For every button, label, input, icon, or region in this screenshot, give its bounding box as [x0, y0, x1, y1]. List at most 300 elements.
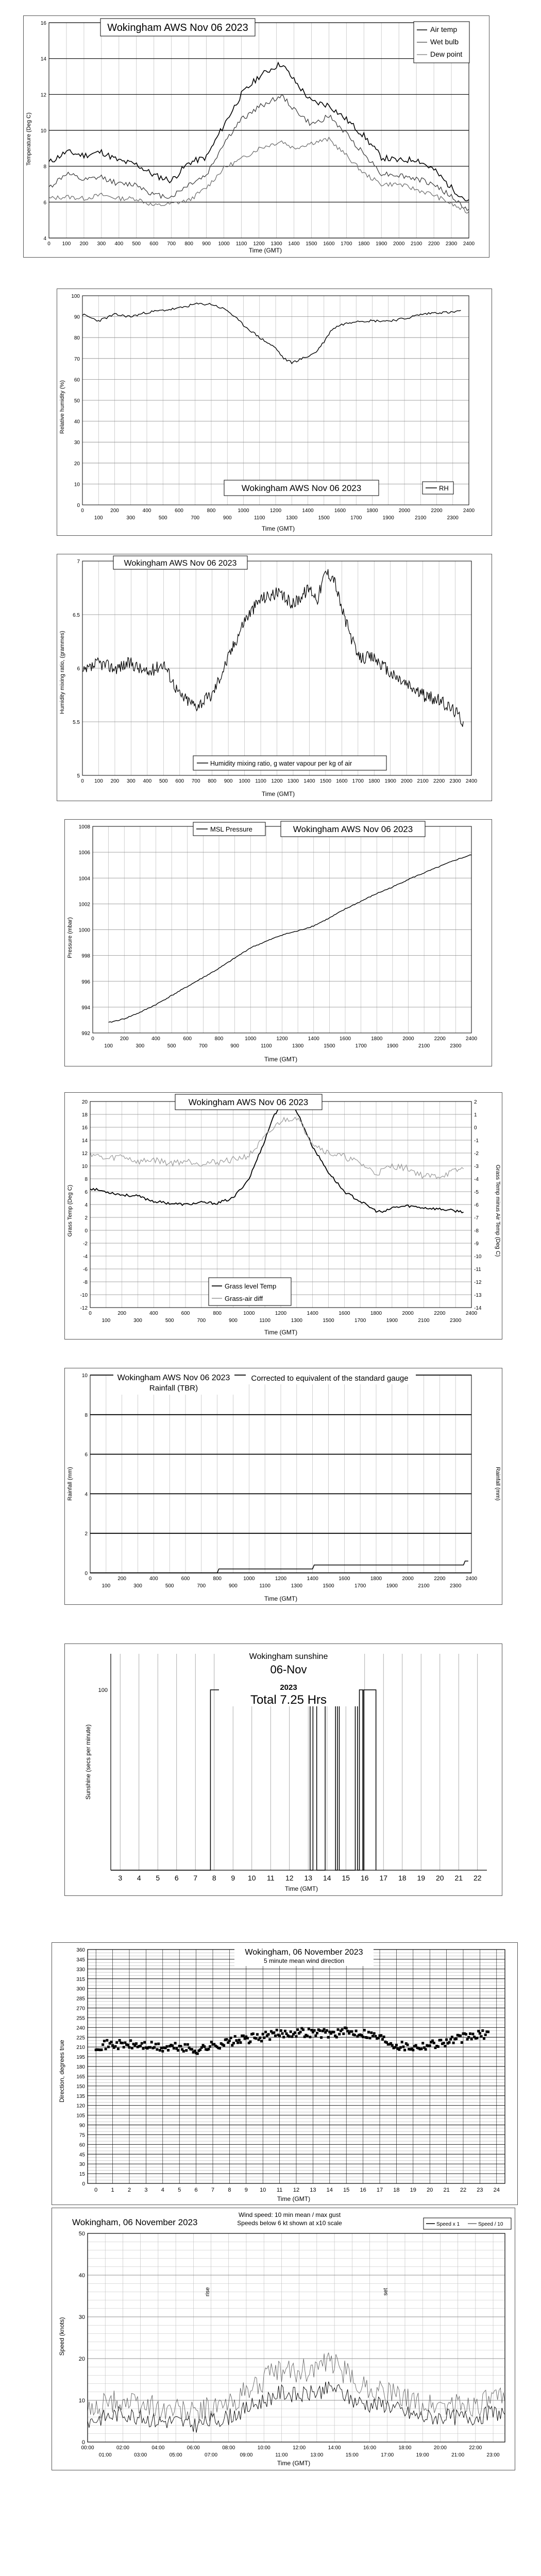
- x-tick-label: 2300: [445, 241, 458, 247]
- x-tick-label: 2300: [447, 515, 459, 521]
- direction-point: [282, 2036, 285, 2038]
- y-axis-label: Rainfall (mm): [67, 1467, 73, 1501]
- y-tick-label: 255: [76, 2015, 85, 2022]
- direction-point: [171, 2044, 174, 2047]
- direction-point: [487, 2030, 489, 2033]
- x-tick-label: 800: [207, 508, 216, 514]
- y-tick-label: 50: [74, 398, 80, 404]
- direction-point: [481, 2029, 484, 2032]
- x-tick-label: 800: [214, 1036, 224, 1042]
- direction-point: [143, 2041, 146, 2044]
- y-tick-label: 75: [79, 2132, 85, 2139]
- x-tick-label: 1300: [292, 1043, 304, 1049]
- chart-subtitle: 5 minute mean wind direction: [263, 1957, 345, 1964]
- x-tick-label: 500: [132, 241, 141, 247]
- x-tick-label: 20: [427, 2187, 433, 2193]
- x-tick-label: 2200: [431, 508, 443, 514]
- legend-grass-temp: Grass level Temp: [225, 1282, 277, 1290]
- x-tick-label: 11: [266, 1874, 275, 1882]
- direction-point: [362, 2036, 364, 2038]
- y-tick-label: -8: [83, 1280, 88, 1285]
- x-tick-label: 1: [111, 2187, 114, 2193]
- direction-point: [236, 2041, 239, 2044]
- direction-point: [366, 2037, 368, 2039]
- x-tick-label: 5: [156, 1874, 160, 1882]
- direction-point: [461, 2041, 463, 2044]
- direction-point: [425, 2048, 427, 2050]
- x-tick-label: 2400: [465, 1311, 478, 1316]
- y-tick-label: 0: [84, 1571, 88, 1577]
- x-tick-label: 19: [417, 1874, 426, 1882]
- y-tick-label: 2: [84, 1531, 88, 1537]
- direction-point: [444, 2045, 446, 2047]
- x-tick-label: 12: [293, 2187, 300, 2193]
- x-tick-label: 1700: [355, 1043, 367, 1049]
- direction-point: [242, 2035, 245, 2037]
- chart-title: Wokingham AWS Nov 06 2023: [117, 1374, 230, 1382]
- y-tick-label: 195: [76, 2055, 85, 2061]
- x-tick-label: 1500: [323, 1318, 334, 1324]
- direction-point: [380, 2034, 382, 2037]
- x-tick-label: 600: [175, 508, 183, 514]
- x-tick-label: 1300: [286, 515, 298, 521]
- x-tick-label: 1400: [303, 778, 315, 784]
- x-tick-label: 300: [133, 1318, 142, 1324]
- x-tick-label: 22:00: [469, 2445, 482, 2451]
- direction-point: [471, 2032, 474, 2035]
- x-tick-label: 1300: [270, 241, 282, 247]
- x-tick-label: 1200: [253, 241, 265, 247]
- y-tick-label: 210: [76, 2045, 85, 2051]
- x-tick-label: 600: [183, 1036, 192, 1042]
- x-tick-label: 1100: [261, 1043, 272, 1049]
- legend-mixing-ratio: Humidity mixing ratio, g water vapour per kg of air: [210, 760, 352, 767]
- x-tick-label: 16: [360, 1874, 369, 1882]
- direction-point: [431, 2040, 434, 2042]
- x-tick-label: 1600: [323, 241, 335, 247]
- y2-tick-label: 0: [474, 1125, 477, 1131]
- direction-point: [415, 2044, 417, 2047]
- x-tick-label: 500: [165, 1583, 174, 1589]
- x-axis-label: Time (GMT): [261, 525, 295, 532]
- y-tick-label: 40: [74, 419, 80, 425]
- y-tick-label: 1008: [78, 824, 90, 830]
- y-tick-label: 10: [78, 2398, 85, 2404]
- x-tick-label: 1200: [269, 508, 282, 514]
- x-tick-label: 10: [247, 1874, 256, 1882]
- x-tick-label: 1300: [291, 1583, 302, 1589]
- direction-point: [377, 2037, 380, 2039]
- y-tick-label: 1006: [78, 850, 90, 856]
- y-tick-label: -2: [83, 1241, 88, 1247]
- x-tick-label: 1800: [371, 1036, 383, 1042]
- x-tick-label: 2300: [450, 1583, 462, 1589]
- x-tick-label: 6: [174, 1874, 179, 1882]
- y-tick-label: 6: [84, 1452, 88, 1458]
- x-tick-label: 05:00: [169, 2452, 182, 2458]
- y-tick-label: 10: [74, 482, 80, 488]
- x-tick-label: 1800: [370, 1311, 382, 1316]
- chart-subtitle: Rainfall (TBR): [149, 1384, 198, 1393]
- chart-title: Wokingham AWS Nov 06 2023: [241, 483, 362, 493]
- direction-point: [106, 2039, 108, 2042]
- direction-point: [121, 2042, 124, 2044]
- direction-point: [479, 2032, 481, 2035]
- direction-point: [314, 2035, 317, 2037]
- x-tick-label: 15: [342, 1874, 350, 1882]
- direction-point: [199, 2048, 201, 2051]
- chart-title: Wokingham sunshine: [249, 1652, 328, 1661]
- direction-point: [110, 2041, 112, 2043]
- y-tick-label: 10: [81, 1164, 88, 1170]
- direction-point: [445, 2038, 448, 2041]
- direction-point: [363, 2029, 366, 2031]
- x-tick-label: 200: [120, 1036, 129, 1042]
- y-tick-label: 994: [81, 1005, 90, 1011]
- direction-point: [155, 2043, 157, 2045]
- direction-point: [230, 2037, 232, 2039]
- direction-point: [327, 2036, 330, 2039]
- y-axis-label: Humidity mixing ratio, (grammes): [59, 631, 65, 714]
- x-tick-label: 1900: [386, 1318, 398, 1324]
- x-tick-label: 900: [229, 1318, 238, 1324]
- x-tick-label: 9: [231, 1874, 235, 1882]
- direction-point: [263, 2037, 265, 2039]
- y2-tick-label: -14: [474, 1306, 482, 1311]
- y-axis-label: Speed (knots): [58, 2317, 65, 2356]
- x-axis-label: Time (GMT): [277, 2460, 311, 2467]
- direction-point: [119, 2039, 121, 2042]
- direction-point: [346, 2030, 349, 2032]
- direction-point: [159, 2049, 161, 2052]
- x-tick-label: 800: [213, 1311, 222, 1316]
- y-axis-label: Temperature (Deg C): [26, 112, 32, 166]
- x-tick-label: 2000: [402, 1311, 414, 1316]
- direction-point: [399, 2046, 402, 2049]
- x-tick-label: 2200: [434, 1036, 446, 1042]
- direction-point: [469, 2032, 471, 2035]
- direction-point: [371, 2035, 374, 2038]
- direction-point: [100, 2048, 103, 2051]
- y-axis-label: Grass Temp (Deg C): [67, 1184, 73, 1237]
- x-tick-label: 900: [223, 515, 232, 521]
- x-tick-label: 0: [81, 508, 84, 514]
- direction-point: [480, 2035, 483, 2038]
- x-tick-label: 500: [159, 778, 168, 784]
- x-tick-label: 2200: [433, 778, 445, 784]
- direction-point: [295, 2035, 298, 2038]
- x-tick-label: 200: [110, 778, 120, 784]
- x-tick-label: 800: [213, 1576, 222, 1582]
- direction-point: [165, 2045, 168, 2048]
- x-tick-label: 2000: [402, 1036, 414, 1042]
- x-tick-label: 17: [376, 2187, 383, 2193]
- chart-title: Wokingham, 06 November 2023: [72, 2217, 198, 2227]
- chart-title: Wokingham AWS Nov 06 2023: [124, 559, 237, 568]
- direction-point: [369, 2037, 371, 2039]
- y-tick-label: 4: [84, 1202, 88, 1208]
- direction-point: [240, 2041, 242, 2044]
- direction-point: [226, 2038, 228, 2041]
- y-tick-label: 80: [74, 335, 80, 342]
- y-tick-label: -12: [80, 1306, 88, 1311]
- x-tick-label: 1000: [243, 1576, 255, 1582]
- y-tick-label: 18: [81, 1112, 88, 1118]
- y2-tick-label: 1: [474, 1112, 477, 1118]
- chart-subtitle-1: Wind speed: 10 min mean / max gust: [238, 2211, 341, 2218]
- direction-point: [433, 2042, 435, 2044]
- x-tick-label: 3: [118, 1874, 123, 1882]
- x-tick-label: 1000: [239, 778, 250, 784]
- x-tick-label: 600: [149, 241, 159, 247]
- direction-point: [174, 2042, 177, 2044]
- direction-point: [114, 2045, 117, 2048]
- y-tick-label: 6: [43, 200, 46, 206]
- direction-point: [249, 2040, 251, 2043]
- x-tick-label: 17: [379, 1874, 388, 1882]
- direction-point: [484, 2033, 487, 2036]
- chart-subtitle-2: Speeds below 6 kt shown at x10 scale: [237, 2219, 342, 2227]
- x-tick-label: 800: [184, 241, 194, 247]
- x-tick-label: 1900: [376, 241, 387, 247]
- x-tick-label: 21: [443, 2187, 450, 2193]
- direction-point: [115, 2041, 118, 2044]
- chart-title: Wokingham AWS Nov 06 2023: [107, 22, 248, 33]
- y-tick-label: 315: [76, 1976, 85, 1982]
- direction-point: [246, 2037, 249, 2040]
- y2-tick-label: -11: [474, 1267, 481, 1273]
- x-tick-label: 2400: [463, 508, 475, 514]
- x-tick-label: 400: [149, 1576, 158, 1582]
- x-tick-label: 15: [343, 2187, 350, 2193]
- direction-point: [232, 2042, 235, 2044]
- x-tick-label: 300: [133, 1583, 142, 1589]
- x-tick-label: 1800: [368, 778, 380, 784]
- x-tick-label: 2: [127, 2187, 131, 2193]
- direction-point: [252, 2032, 255, 2035]
- direction-point: [196, 2053, 199, 2055]
- x-tick-label: 02:00: [116, 2445, 129, 2451]
- direction-point: [129, 2039, 132, 2042]
- direction-point: [107, 2046, 110, 2048]
- x-tick-label: 2100: [418, 1318, 430, 1324]
- direction-point: [402, 2045, 404, 2048]
- x-tick-label: 4: [161, 2187, 164, 2193]
- y2-tick-label: -1: [474, 1138, 479, 1144]
- x-tick-label: 00:00: [81, 2445, 94, 2451]
- y-tick-label: 4: [84, 1492, 88, 1498]
- direction-point: [228, 2040, 231, 2042]
- x-tick-label: 12: [285, 1874, 294, 1882]
- y2-tick-label: -3: [474, 1164, 479, 1170]
- x-tick-label: 09:00: [240, 2452, 253, 2458]
- y-tick-label: 30: [78, 2314, 85, 2320]
- direction-point: [177, 2049, 179, 2052]
- x-tick-label: 1700: [354, 1318, 366, 1324]
- direction-point: [117, 2047, 120, 2050]
- direction-point: [135, 2042, 138, 2045]
- x-tick-label: 1200: [271, 778, 283, 784]
- x-tick-label: 700: [191, 515, 200, 521]
- x-tick-label: 2100: [415, 515, 427, 521]
- direction-point: [302, 2028, 305, 2031]
- direction-point: [420, 2047, 423, 2050]
- direction-point: [401, 2041, 403, 2043]
- x-tick-label: 2100: [418, 1583, 430, 1589]
- direction-point: [370, 2031, 373, 2034]
- y-tick-label: 225: [76, 2035, 85, 2041]
- direction-point: [299, 2030, 302, 2033]
- x-tick-label: 1600: [339, 1311, 350, 1316]
- y-tick-label: 100: [98, 1687, 108, 1693]
- direction-point: [276, 2029, 278, 2031]
- y-tick-label: 240: [76, 2025, 85, 2031]
- direction-point: [131, 2047, 133, 2049]
- x-tick-label: 700: [191, 778, 200, 784]
- direction-point: [255, 2037, 257, 2040]
- y-tick-label: 50: [78, 2231, 85, 2237]
- x-tick-label: 2000: [401, 778, 413, 784]
- x-tick-label: 1200: [276, 1036, 288, 1042]
- x-tick-label: 1800: [370, 1576, 382, 1582]
- x-tick-label: 1500: [306, 241, 317, 247]
- x-tick-label: 700: [197, 1583, 206, 1589]
- y2-tick-label: -4: [474, 1177, 479, 1182]
- direction-point: [439, 2039, 442, 2041]
- x-tick-label: 1000: [218, 241, 230, 247]
- x-tick-label: 0: [94, 2187, 98, 2193]
- direction-point: [156, 2048, 159, 2050]
- y-tick-label: 14: [81, 1138, 88, 1144]
- legend-grass-air-diff: Grass-air diff: [225, 1295, 263, 1302]
- direction-point: [185, 2049, 188, 2052]
- x-tick-label: 4: [137, 1874, 141, 1882]
- x-tick-label: 1800: [358, 241, 370, 247]
- x-tick-label: 01:00: [98, 2452, 112, 2458]
- x-tick-label: 600: [181, 1576, 190, 1582]
- y-tick-label: 16: [40, 21, 46, 26]
- x-tick-label: 9: [244, 2187, 248, 2193]
- y2-axis-label: Rainfall (mm): [495, 1467, 501, 1501]
- y-tick-label: 1000: [78, 927, 90, 934]
- x-tick-label: 1000: [238, 508, 249, 514]
- x-tick-label: 1100: [259, 1318, 270, 1324]
- x-tick-label: 1500: [319, 778, 331, 784]
- y-tick-label: 6: [84, 1190, 88, 1195]
- x-tick-label: 15:00: [345, 2452, 359, 2458]
- direction-point: [320, 2036, 323, 2039]
- y-tick-label: 996: [81, 979, 90, 985]
- x-tick-label: 1100: [253, 515, 265, 521]
- y-tick-label: 100: [71, 294, 80, 299]
- x-tick-label: 900: [229, 1583, 238, 1589]
- direction-point: [288, 2035, 291, 2038]
- x-tick-label: 7: [193, 1874, 198, 1882]
- x-tick-label: 1400: [308, 1036, 319, 1042]
- x-tick-label: 2100: [411, 241, 422, 247]
- y-tick-label: 90: [79, 2123, 85, 2129]
- y-tick-label: 15: [79, 2172, 85, 2178]
- x-tick-label: 5: [178, 2187, 181, 2193]
- chart-grass-svg: [64, 1092, 502, 1340]
- chart-rain-svg: [64, 1368, 502, 1605]
- x-tick-label: 2000: [393, 241, 405, 247]
- y-tick-label: 0: [84, 1228, 88, 1234]
- y-tick-label: 992: [81, 1031, 90, 1037]
- direction-point: [139, 2045, 142, 2047]
- y-tick-label: 285: [76, 1996, 85, 2002]
- direction-point: [412, 2049, 414, 2052]
- direction-point: [448, 2041, 451, 2044]
- direction-point: [210, 2041, 213, 2043]
- y-tick-label: 6.5: [73, 613, 80, 618]
- chart-wind-direction: [52, 1942, 518, 2205]
- chart-mixing-ratio: [57, 554, 492, 801]
- direction-point: [291, 2036, 293, 2038]
- x-tick-label: 2100: [417, 778, 429, 784]
- y-tick-label: 0: [77, 503, 80, 509]
- chart-relative-humidity: [57, 289, 492, 536]
- chart-title: Wokingham AWS Nov 06 2023: [293, 824, 413, 834]
- chart-frame: [65, 820, 492, 1066]
- direction-point: [429, 2044, 431, 2047]
- y-tick-label: 8: [84, 1412, 88, 1418]
- x-tick-label: 13: [304, 1874, 313, 1882]
- direction-point: [367, 2031, 370, 2033]
- x-tick-label: 700: [167, 241, 176, 247]
- x-axis-label: Time (GMT): [284, 1885, 318, 1892]
- x-tick-label: 2000: [398, 508, 411, 514]
- x-tick-label: 2300: [450, 1318, 462, 1324]
- y-tick-label: 6: [77, 666, 80, 672]
- direction-point: [373, 2032, 376, 2035]
- direction-point: [161, 2050, 164, 2053]
- direction-point: [455, 2038, 458, 2040]
- direction-point: [167, 2049, 170, 2052]
- x-tick-label: 600: [181, 1311, 190, 1316]
- x-tick-label: 1500: [324, 1043, 335, 1049]
- direction-point: [306, 2035, 309, 2037]
- y-tick-label: 20: [78, 2356, 85, 2362]
- direction-point: [160, 2046, 163, 2049]
- x-tick-label: 1400: [307, 1576, 318, 1582]
- chart-title: Wokingham AWS Nov 06 2023: [188, 1097, 309, 1107]
- x-tick-label: 20:00: [433, 2445, 447, 2451]
- x-tick-label: 1600: [336, 778, 348, 784]
- x-tick-label: 900: [230, 1043, 239, 1049]
- x-tick-label: 06:00: [187, 2445, 200, 2451]
- direction-point: [184, 2043, 187, 2046]
- y-tick-label: 20: [81, 1099, 88, 1105]
- y2-tick-label: -12: [474, 1280, 482, 1285]
- y2-tick-label: -10: [474, 1254, 482, 1260]
- chart-title: Wokingham, 06 November 2023: [245, 1948, 363, 1957]
- x-tick-label: 900: [202, 241, 211, 247]
- x-tick-label: 16:00: [363, 2445, 377, 2451]
- chart-rainfall: [64, 1368, 502, 1605]
- direction-point: [259, 2037, 261, 2039]
- direction-point: [105, 2048, 107, 2050]
- x-tick-label: 8: [212, 1874, 216, 1882]
- x-tick-label: 18: [393, 2187, 400, 2193]
- x-tick-label: 10: [260, 2187, 266, 2193]
- x-tick-label: 20: [435, 1874, 444, 1882]
- x-tick-label: 19: [410, 2187, 416, 2193]
- x-tick-label: 1600: [339, 1576, 350, 1582]
- chart-temperature: [23, 15, 489, 258]
- y-tick-label: -10: [80, 1293, 88, 1298]
- y-tick-label: 135: [76, 2093, 85, 2099]
